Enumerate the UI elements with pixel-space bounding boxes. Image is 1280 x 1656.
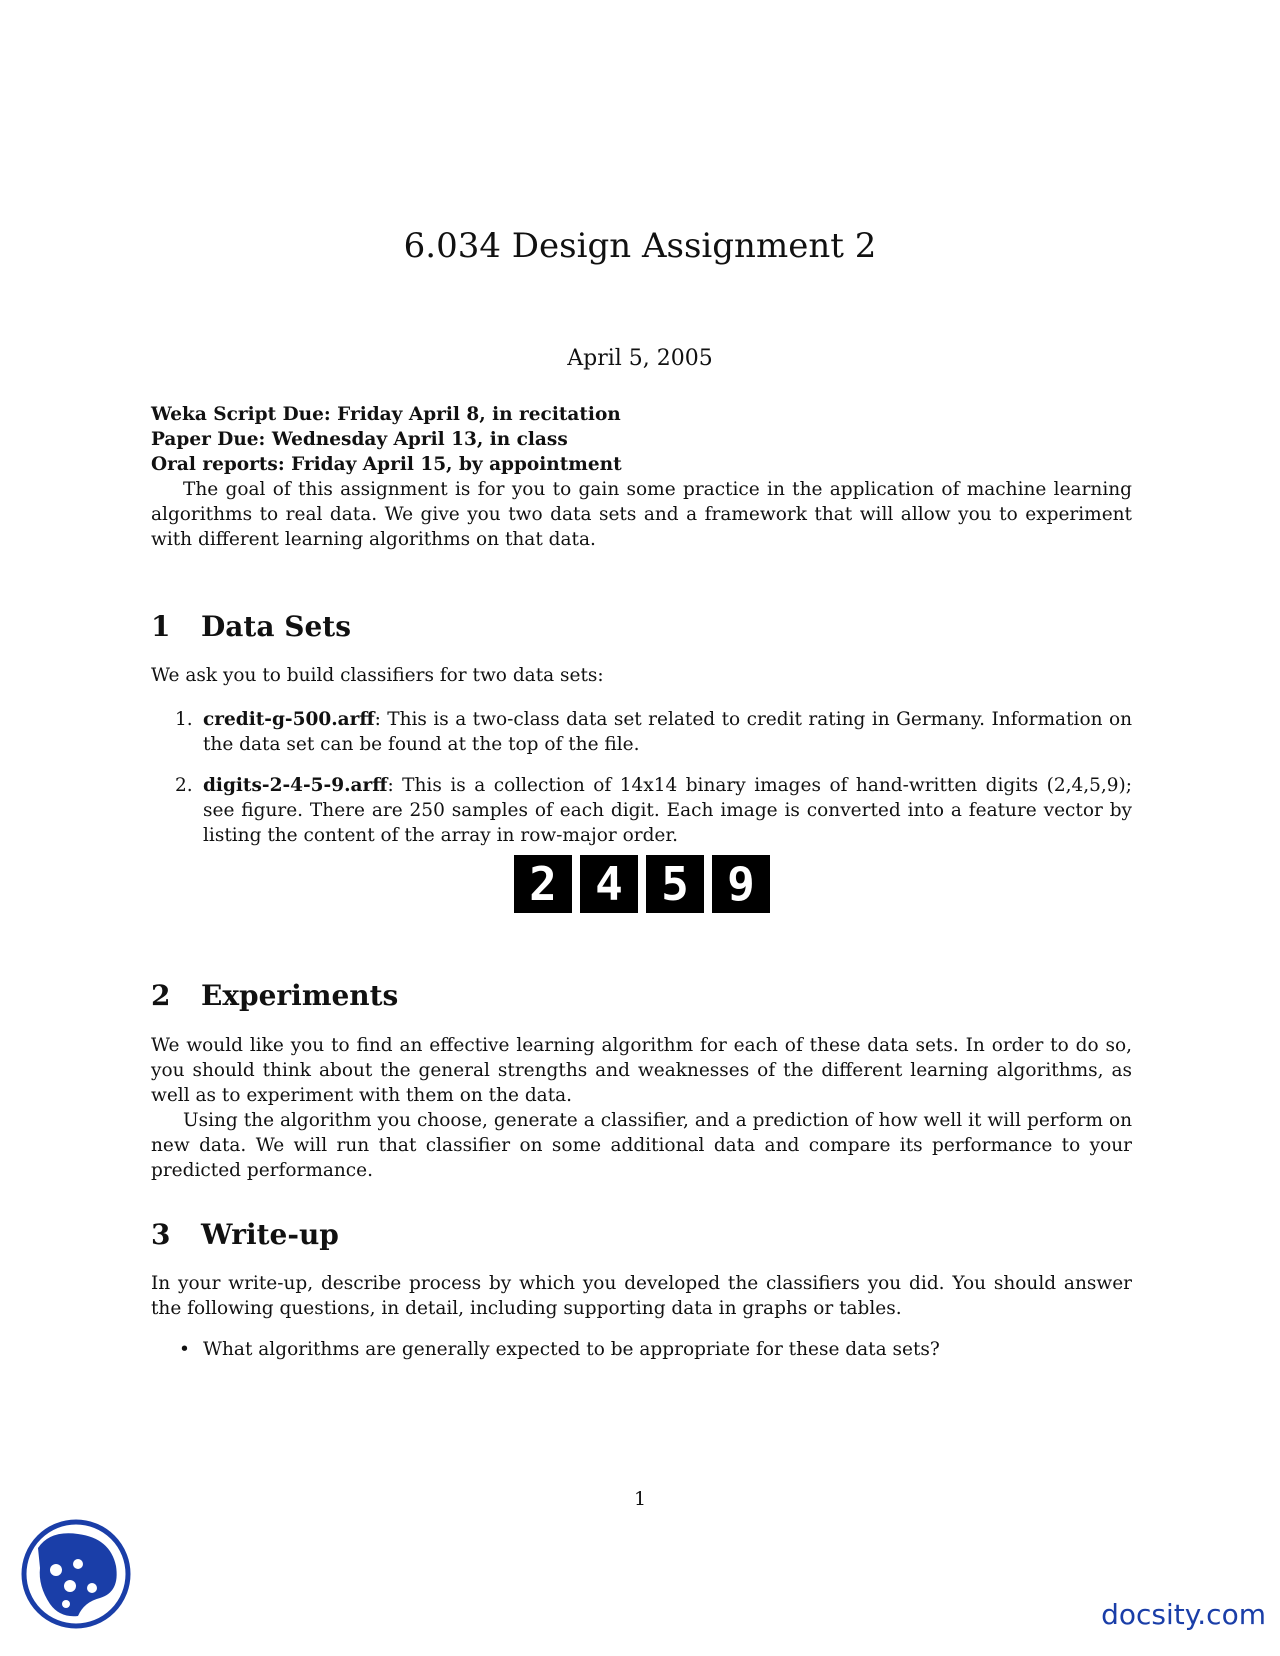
document-title: 6.034 Design Assignment 2 <box>403 226 877 266</box>
intro-paragraph: The goal of this assignment is for you to gain some practice in the application of machine learning algorithms to real data. We give you two data sets and a framework that will allow you to experiment with different learning algorithms on that data. <box>151 479 1132 550</box>
section-2-text <box>151 1033 1132 1183</box>
data-set-list <box>151 707 1132 757</box>
question-list <box>151 1337 1132 1362</box>
section-number: 3 <box>151 1218 171 1251</box>
digit-image: 2 <box>514 855 572 913</box>
docsity-brand-link[interactable]: docsity.com <box>1101 1598 1266 1631</box>
digit-figure <box>514 855 770 913</box>
digit-image: 4 <box>580 855 638 913</box>
section-title: Write-up <box>201 1218 339 1251</box>
paper-due: Paper Due: Wednesday April 13, in class <box>151 429 568 450</box>
list-item <box>151 707 1132 757</box>
section-number: 2 <box>151 979 171 1012</box>
data-set-list <box>151 773 1132 848</box>
section-heading <box>151 1218 339 1251</box>
data-set-description: : This is a collection of 14x14 binary images of hand-written digits (2,4,5,9); see figure. There are 250 samples of each digit. Each image is converted into a feature vector by listing the content of the array in row-major order. <box>203 775 1132 846</box>
experiments-paragraph: Using the algorithm you choose, generate a classifier, and a prediction of how well it will perform on new data. We will run that classifier on some additional data and compare its performance to your predicted performance. <box>151 1110 1132 1181</box>
list-item <box>151 1337 1132 1362</box>
section-heading <box>151 979 398 1012</box>
weka-due: Weka Script Due: Friday April 8, in recitation <box>151 404 621 425</box>
section-1-intro: We ask you to build classifiers for two data sets: <box>151 665 604 686</box>
question-text: What algorithms are generally expected to be appropriate for these data sets? <box>203 1339 940 1360</box>
data-set-name: digits-2-4-5-9.arff <box>203 775 388 796</box>
list-item <box>151 773 1132 848</box>
page-number: 1 <box>633 1488 647 1510</box>
document-date: April 5, 2005 <box>567 346 713 371</box>
experiments-paragraph: We would like you to find an effective learning algorithm for each of these data sets. In order to do so, you should think about the general strengths and weaknesses of the different learning algorithms, as well as to experiment with them on the data. <box>151 1035 1132 1106</box>
oral-due: Oral reports: Friday April 15, by appointment <box>151 454 622 475</box>
digit-image: 9 <box>712 855 770 913</box>
section-title: Data Sets <box>201 610 351 643</box>
section-heading <box>151 610 351 643</box>
section-number: 1 <box>151 610 171 643</box>
section-title: Experiments <box>201 979 399 1012</box>
section-3-text: In your write-up, describe process by which you developed the classifiers you did. You should answer the following questions, in detail, including supporting data in graphs or tables. <box>151 1273 1132 1319</box>
list-marker: 1. <box>175 709 193 730</box>
data-set-name: credit-g-500.arff <box>203 709 375 730</box>
digit-image: 5 <box>646 855 704 913</box>
list-marker: 2. <box>175 775 193 796</box>
intro-block <box>151 402 1132 552</box>
bullet-icon: • <box>179 1339 190 1360</box>
docsity-logo-icon[interactable] <box>20 1518 132 1630</box>
data-set-description: : This is a two-class data set related to credit rating in Germany. Information on the data set can be found at the top of the file. <box>203 709 1132 755</box>
